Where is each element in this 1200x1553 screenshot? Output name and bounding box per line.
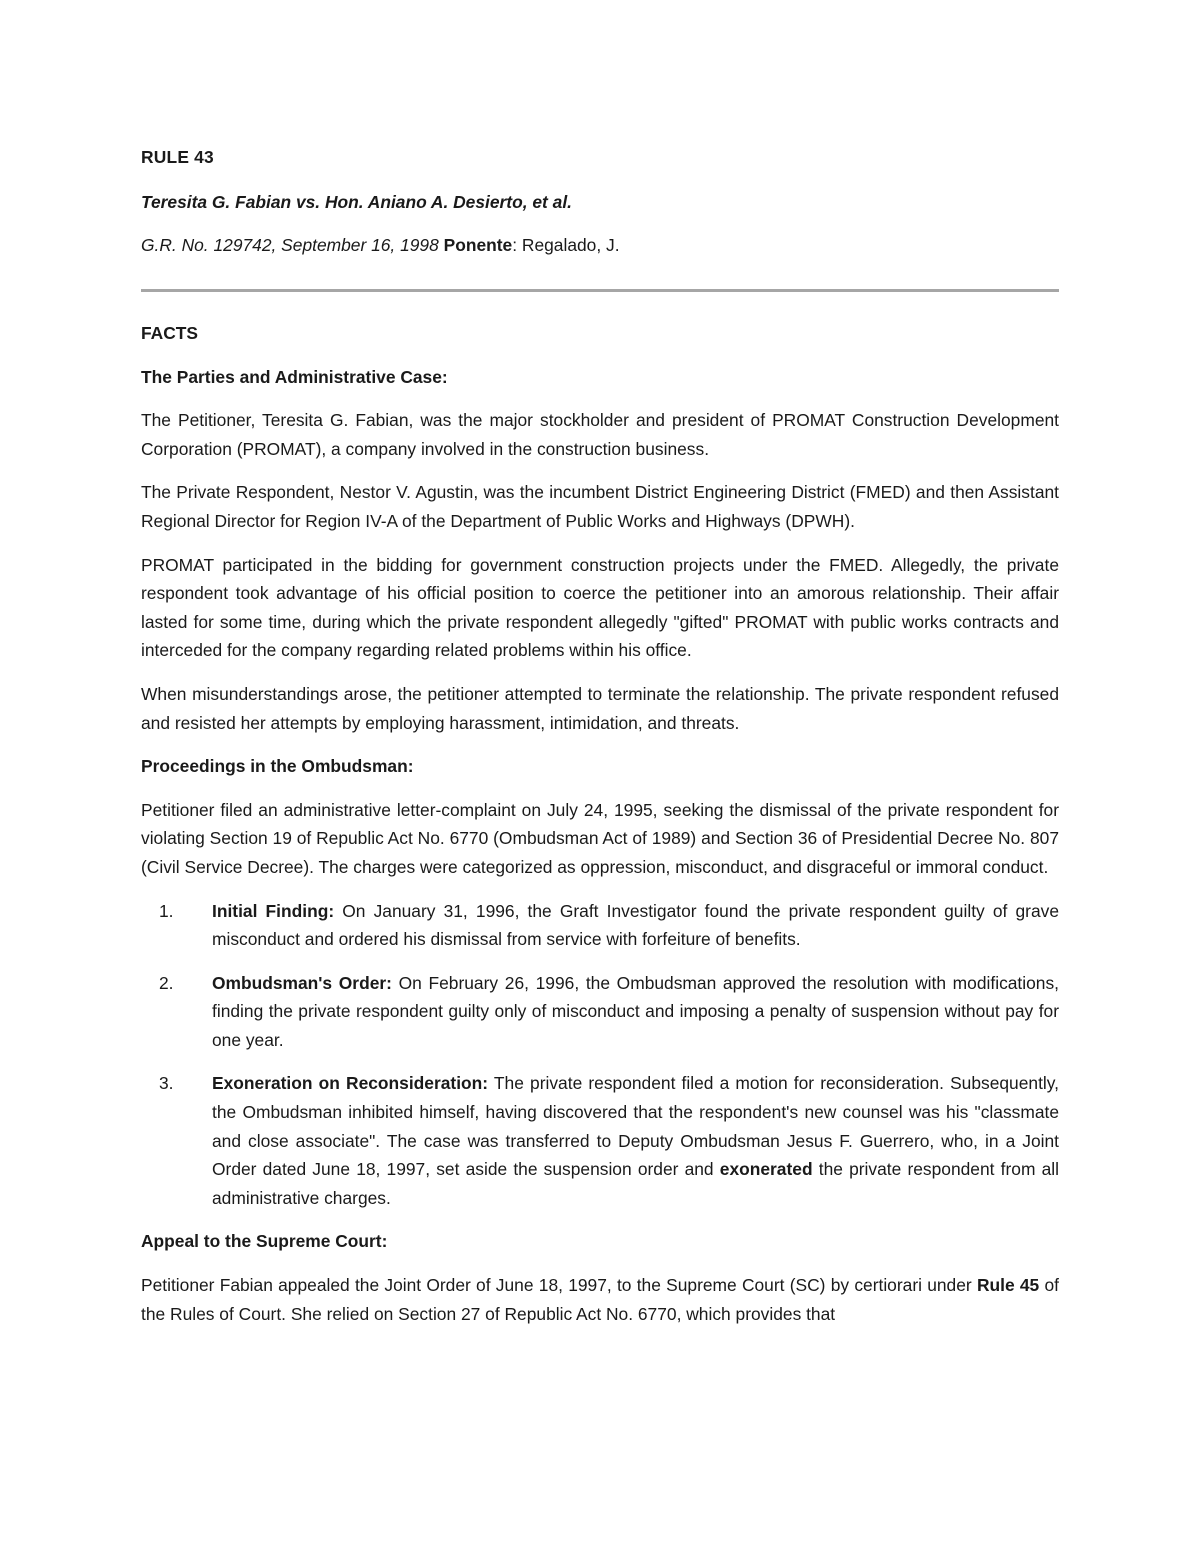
rule-title: RULE 43 bbox=[141, 147, 214, 167]
paragraph bbox=[141, 1271, 1059, 1328]
proceedings-list bbox=[141, 897, 1059, 1213]
list-item-text: the private respondent from all administrative charges. bbox=[212, 1159, 1059, 1208]
paragraph: Petitioner filed an administrative letter-complaint on July 24, 1995, seeking the dismissal of the private respondent for violating Section 19 of Republic Act No. 6770 (Ombudsman Act of 1989) and Section 36 of Presidential Decree No. 807 (Civil Service Decree). The charges were categorized as oppression, misconduct, and disgraceful or immoral conduct. bbox=[141, 799, 1059, 877]
paragraph: The Petitioner, Teresita G. Fabian, was the major stockholder and president of PROMAT Construction Development Corporation (PROMAT), a company involved in the construction business. bbox=[141, 410, 1059, 459]
list-item-label: Initial Finding: bbox=[212, 900, 335, 921]
ponente-label: Ponente bbox=[443, 235, 513, 255]
list-item-emphasis: exonerated bbox=[719, 1159, 813, 1180]
list-number: 2. bbox=[159, 972, 174, 993]
paragraph-emphasis: Rule 45 bbox=[976, 1275, 1040, 1296]
horizontal-divider bbox=[141, 289, 1059, 292]
ombudsman-heading: Proceedings in the Ombudsman: bbox=[141, 756, 414, 777]
paragraph: PROMAT participated in the bidding for government construction projects under the FMED. Allegedly, the private respondent took advantage of his official position to coerce the petitioner into an amorous relationship. Their affair lasted for some time, during which the private respondent allegedly "gifted" PROMAT with public works contracts and interceded for the company regarding related problems within his office. bbox=[141, 554, 1059, 661]
case-number: G.R. No. 129742, September 16, 1998 bbox=[141, 235, 439, 255]
list-item-text: On February 26, 1996, the Ombudsman approved the resolution with modifications, finding the private respondent guilty only of misconduct and imposing a penalty of suspension without pay for one year. bbox=[212, 972, 1059, 1050]
paragraph-text: of the Rules of Court. She relied on Section 27 of Republic Act No. 6770, which provides that bbox=[141, 1275, 1059, 1324]
case-meta bbox=[141, 231, 620, 260]
list-item-text: The private respondent filed a motion for reconsideration. Subsequently, the Ombudsman inhibited himself, having discovered that the respondent's new counsel was his "classmate and close associate". The case was transferred to Deputy Ombudsman Jesus F. Guerrero, who, in a Joint Order dated June 18, 1997, set aside the suspension order and bbox=[212, 1073, 1060, 1180]
list-item-label: Ombudsman's Order: bbox=[212, 972, 392, 993]
paragraph: The Private Respondent, Nestor V. Agustin, was the incumbent District Engineering District (FMED) and then Assistant Regional Director for Region IV-A of the Department of Public Works and Highways (DPWH). bbox=[141, 482, 1059, 531]
case-title: Teresita G. Fabian vs. Hon. Aniano A. Desierto, et al. bbox=[141, 192, 573, 212]
list-item bbox=[141, 897, 1059, 954]
ponente-value: : Regalado, J. bbox=[512, 235, 620, 255]
document-body bbox=[141, 319, 1059, 1343]
list-number: 3. bbox=[159, 1073, 174, 1094]
appeal-heading: Appeal to the Supreme Court: bbox=[141, 1231, 388, 1252]
paragraph-text: Petitioner Fabian appealed the Joint Order of June 18, 1997, to the Supreme Court (SC) by certiorari under bbox=[141, 1275, 977, 1296]
list-item bbox=[141, 1069, 1059, 1212]
parties-heading: The Parties and Administrative Case: bbox=[141, 366, 448, 387]
list-item-text: On January 31, 1996, the Graft Investigator found the private respondent guilty of grave misconduct and ordered his dismissal from service with forfeiture of benefits. bbox=[212, 900, 1059, 950]
facts-heading: FACTS bbox=[141, 323, 199, 343]
list-item-label: Exoneration on Reconsideration: bbox=[212, 1073, 489, 1094]
list-number: 1. bbox=[159, 900, 174, 921]
paragraph: When misunderstandings arose, the petitioner attempted to terminate the relationship. The private respondent refused and resisted her attempts by employing harassment, intimidation, and threats. bbox=[141, 683, 1059, 733]
list-item bbox=[141, 969, 1059, 1055]
